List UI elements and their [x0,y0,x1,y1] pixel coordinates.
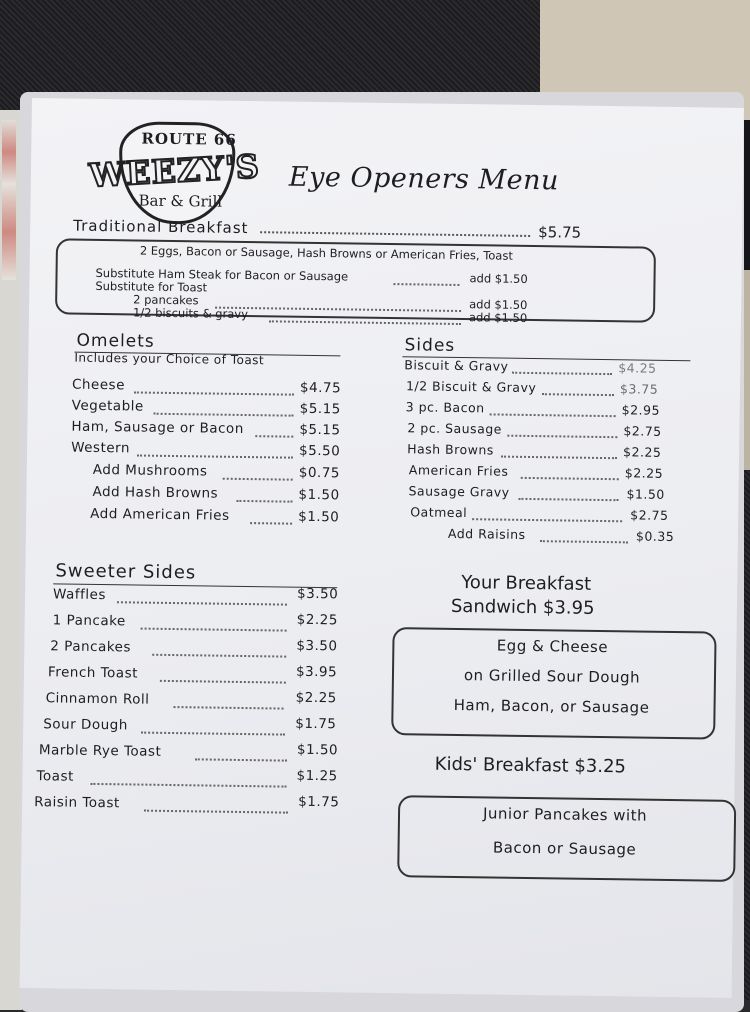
leader-dots [223,478,293,481]
omelet-item-name: Ham, Sausage or Bacon [71,418,244,437]
kids-line: Bacon or Sausage [492,838,637,859]
omelets-heading: Omelets [76,330,155,352]
side-item-name: Hash Browns [407,441,494,458]
omelet-item-price: $5.15 [299,400,341,418]
omelet-addon-price: $1.50 [298,486,340,504]
side-item-price: $3.75 [619,381,659,397]
leader-dots [542,393,614,396]
omelet-item-name: Vegetable [71,397,144,415]
leader-dots [255,435,293,438]
sweeter-item-name: Sour Dough [43,716,128,734]
side-item-price: $2.25 [624,465,664,481]
side-item-name: 2 pc. Sausage [407,420,503,437]
leader-dots [137,455,293,459]
side-item-name: Biscuit & Gravy [404,357,509,374]
side-item-price: $4.25 [618,360,657,376]
side-item-name: American Fries [408,462,509,479]
omelet-item-price: $5.15 [299,421,341,439]
sandwich-heading-line2: Sandwich $3.95 [450,595,595,619]
side-item-name: Sausage Gravy [408,483,510,500]
leader-dots [260,231,530,237]
omelet-addon-name: Add Mushrooms [92,461,208,480]
restaurant-logo [88,121,259,223]
omelet-item-price: $5.50 [298,442,341,460]
traditional-price: $5.75 [538,223,582,242]
sweeter-item-name: 1 Pancake [52,612,126,630]
omelet-addon-price: $1.50 [298,508,340,526]
sweeter-item-price: $2.25 [296,611,339,629]
traditional-description: 2 Eggs, Bacon or Sausage, Hash Browns or American Fries, Toast [139,243,514,263]
leader-dots [141,732,285,736]
sweeter-item-price: $1.50 [296,741,339,759]
side-item-price: $2.25 [623,444,662,460]
sub-ham-label: Substitute Ham Steak for Bacon or Sausage [95,265,349,284]
omelet-item-name: Western [71,439,131,457]
sub-biscuits-label: 1/2 biscuits & gravy [132,305,249,322]
sandwich-line: Ham, Bacon, or Sausage [453,695,650,717]
leader-dots [117,601,287,605]
sides-heading: Sides [404,335,456,356]
leader-dots [540,540,628,543]
sweeter-item-price: $1.75 [295,715,337,733]
sub-ham-price: add $1.50 [469,271,528,286]
leader-dots [521,477,619,480]
leader-dots [507,435,617,439]
leader-dots [269,320,461,325]
sweeter-item-name: Marble Rye Toast [38,742,162,760]
sub-toast-label: Substitute for Toast [95,278,208,295]
logo-subtitle: Bar & Grill [138,191,223,211]
side-addon-price: $0.35 [635,528,675,545]
kids-heading: Kids' Breakfast $3.25 [434,753,627,778]
menu-paper [20,98,744,998]
sweeter-item-price: $1.75 [298,793,340,811]
sweeter-item-price: $1.25 [296,767,338,785]
logo-name: WEEZY'S [88,147,261,195]
omelets-note: Includes your Choice of Toast [74,350,265,368]
traditional-heading: Traditional Breakfast [73,216,249,238]
leader-dots [154,413,294,417]
sandwich-line: Egg & Cheese [496,636,609,657]
leader-dots [250,522,292,525]
leader-dots [173,706,283,710]
sweeter-item-price: $3.95 [295,663,338,681]
omelet-item-name: Cheese [71,376,126,394]
leader-dots [472,518,622,522]
leader-dots [144,810,288,814]
menu-title: Eye Openers Menu [288,161,560,197]
side-item-price: $2.75 [623,423,662,439]
sweeter-item-name: Raisin Toast [34,794,120,812]
sweeter-item-name: French Toast [47,664,139,682]
sub-pancakes-price: add $1.50 [469,297,528,312]
side-item-name: Oatmeal [410,504,468,521]
side-item-price: $1.50 [626,486,665,502]
leader-dots [134,391,294,395]
sweeter-item-price: $3.50 [296,585,339,603]
side-item-price: $2.75 [630,507,669,523]
sweeter-sides-heading: Sweeter Sides [55,560,197,584]
leader-dots [152,654,286,658]
omelet-addon-name: Add Hash Browns [92,483,219,502]
sandwich-heading-line1: Your Breakfast [461,572,592,595]
paper-edge-print [2,120,16,280]
sweeter-item-name: Waffles [52,586,107,604]
leader-dots [195,758,287,761]
side-item-name: 3 pc. Bacon [405,399,485,416]
kids-line: Junior Pancakes with [482,804,648,825]
leader-dots [236,500,292,503]
side-item-price: $2.95 [621,402,661,418]
leader-dots [512,372,612,375]
omelet-addon-name: Add American Fries [90,505,230,524]
sandwich-line: on Grilled Sour Dough [463,666,641,687]
side-addon-name: Add Raisins [447,525,526,542]
leader-dots [490,413,616,417]
sub-biscuits-price: add $1.50 [468,310,528,325]
side-item-name: 1/2 Biscuit & Gravy [405,378,537,396]
sweeter-item-name: Cinnamon Roll [45,690,150,708]
sub-pancakes-label: 2 pancakes [133,292,199,308]
leader-dots [160,680,286,684]
leader-dots [141,628,287,632]
omelet-item-price: $4.75 [299,379,342,397]
sweeter-item-name: Toast [36,768,74,785]
sweeter-item-price: $2.25 [295,689,337,707]
leader-dots [501,456,617,460]
leader-dots [90,783,286,788]
leader-dots [518,498,618,501]
omelet-addon-price: $0.75 [298,464,341,482]
sweeter-item-name: 2 Pancakes [50,638,132,656]
sweeter-item-price: $3.50 [296,637,338,655]
logo-route: ROUTE 66 [141,129,237,149]
